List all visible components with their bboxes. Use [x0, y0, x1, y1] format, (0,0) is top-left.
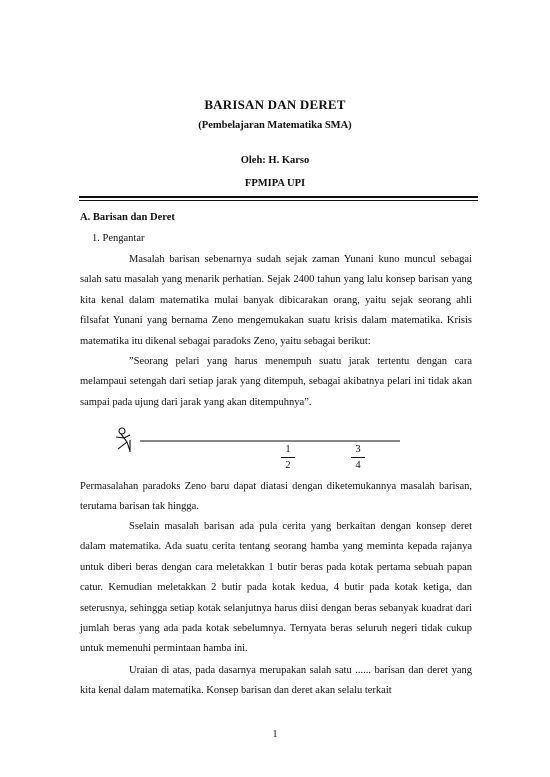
- header-rule-thin: [79, 200, 478, 201]
- paragraph-intro: Masalah barisan sebenarnya sudah sejak zaman Yunani kuno muncul sebagai salah satu masalah yang menarik perhatian. Sejak 2400 tahun yang lalu konsep barisan yang kita kenal dalam matematika mulai banyak dibicarakan orang, yaitu sejak seorang ahli filsafat Yunani yang bernama Zeno mengemukakan suatu krisis dalam matematika. Krisis matematika itu dikenal sebagai paradoks Zeno, yaitu sebagai berikut:: [80, 254, 472, 347]
- fraction-three-quarters-numerator: 3: [351, 444, 365, 458]
- fraction-three-quarters-denominator: 4: [355, 460, 361, 471]
- fraction-one-half-denominator: 2: [285, 460, 291, 471]
- paragraph-summary: Uraian di atas, pada dasarnya merupakan salah satu ...... barisan dan deret yang kita kenal dalam matematika. Konsep barisan dan deret akan selalu terkait: [80, 665, 472, 697]
- paragraph-zeno-quote: ”Seorang pelari yang harus menempuh suatu jarak tertentu dengan cara melampaui setengah dari setiap jarak yang ditempuh, sebagai akibatnya pelari ini tidak akan sampai pada ujung dari jarak yang akan ditempuhnya”.: [80, 356, 472, 408]
- fraction-one-half-numerator: 1: [281, 444, 295, 458]
- subsection-heading: 1. Pengantar: [92, 233, 145, 244]
- header-rule-thick: [79, 196, 478, 198]
- zeno-runner-figure: [110, 427, 410, 475]
- paragraph-chessboard-story: Sselain masalah barisan ada pula cerita yang berkaitan dengan konsep deret dalam matematika. Ada suatu cerita tentang seorang hamba yang meminta kepada rajanya untuk diberi beras dengan cara meletakkan 1 butir beras pada kotak pertama sebuah papan catur. Kemudian meletakkan 2 butir pada kotak kedua, 4 butir pada kotak ketiga, dan seterusnya, sehingga setiap kotak selanjutnya harus diisi dengan beras sebanyak kuadrat dari jumlah beras yang ada pada kotak sebelumnya. Ternyata beras seluruh negeri tidak cukup untuk memenuhi permintaan hamba ini.: [80, 521, 472, 655]
- document-subtitle: (Pembelajaran Matematika SMA): [198, 120, 352, 131]
- fraction-one-half: [281, 444, 295, 472]
- runner-icon: [116, 428, 130, 452]
- affiliation-line: FPMIPA UPI: [244, 178, 306, 189]
- page-number: 1: [272, 729, 278, 740]
- document-title: BARISAN DAN DERET: [204, 97, 346, 112]
- author-line: Oleh: H. Karso: [240, 155, 310, 166]
- section-heading: A. Barisan dan Deret: [80, 212, 175, 223]
- paragraph-resolution: Permasalahan paradoks Zeno baru dapat diatasi dengan diketemukannya masalah barisan, terutama barisan tak hingga.: [80, 481, 472, 513]
- fraction-three-quarters: [351, 444, 365, 472]
